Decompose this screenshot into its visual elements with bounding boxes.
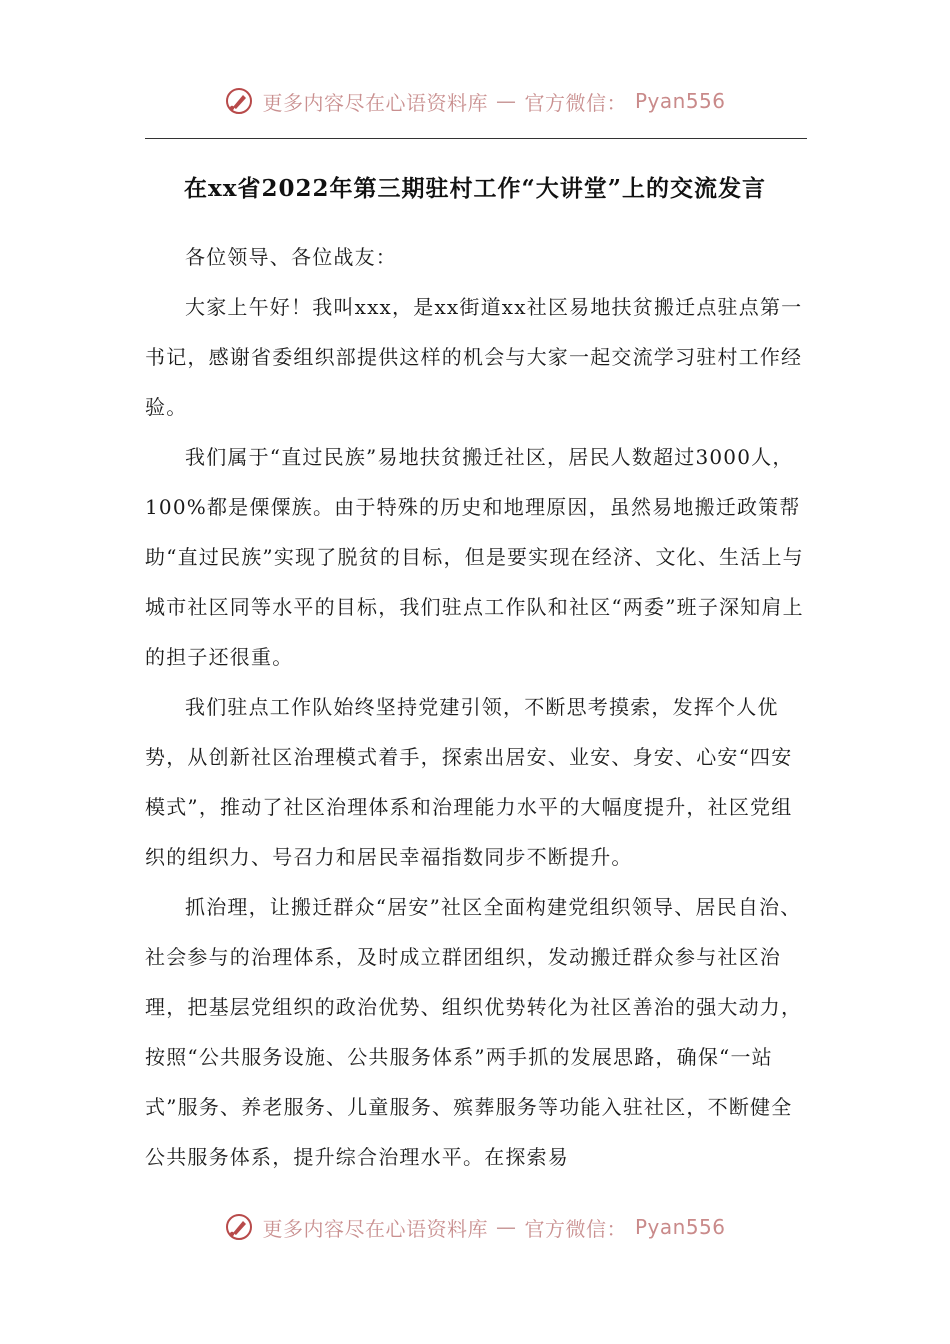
salutation: 各位领导、各位战友：: [185, 245, 397, 269]
paragraph-3: 我们驻点工作队始终坚持党建引领，不断思考摸索，发挥个人优势，从创新社区治理模式着手，探索出居安、业安、身安、心安“四安模式”，推动了社区治理体系和治理能力水平的大幅度提升，社区党组织的组织力、号召力和居民幸福指数同步不断提升。: [145, 695, 793, 869]
pen-nib-icon: [224, 86, 254, 116]
document-title: 在xx省2022年第三期驻村工作“大讲堂”上的交流发言: [184, 175, 766, 202]
footer-wechat-id: Pyan556: [634, 1215, 726, 1239]
document-body: [145, 232, 807, 1182]
header-banner: [0, 86, 950, 116]
paragraph-2: 我们属于“直过民族”易地扶贫搬迁社区，居民人数超过3000人，100%都是傈僳族。由于特殊的历史和地理原因，虽然易地搬迁政策帮助“直过民族”实现了脱贫的目标，但是要实现在经济、文化、生活上与城市社区同等水平的目标，我们驻点工作队和社区“两委”班子深知肩上的担子还很重。: [145, 445, 804, 669]
header-wechat-label: 官方微信：: [524, 90, 627, 115]
footer-separator: —: [495, 1215, 517, 1239]
pen-nib-icon: [224, 1212, 254, 1242]
paragraph-4: 抓治理，让搬迁群众“居安”社区全面构建党组织领导、居民自治、社会参与的治理体系，及时成立群团组织，发动搬迁群众参与社区治理，把基层党组织的政治优势、组织优势转化为社区善治的强大动力，按照“公共服务设施、公共服务体系”两手抓的发展思路，确保“一站式”服务、养老服务、儿童服务、殡葬服务等功能入驻社区，不断健全公共服务体系，提升综合治理水平。在探索易: [145, 895, 803, 1169]
header-divider: [145, 138, 807, 139]
header-banner-text: 更多内容尽在心语资料库: [262, 90, 488, 115]
footer-wechat-label: 官方微信：: [524, 1216, 627, 1241]
footer-banner-text: 更多内容尽在心语资料库: [262, 1216, 488, 1241]
header-wechat-id: Pyan556: [634, 89, 726, 113]
header-separator: —: [495, 89, 517, 113]
paragraph-1: 大家上午好！我叫xxx，是xx街道xx社区易地扶贫搬迁点驻点第一书记，感谢省委组织部提供这样的机会与大家一起交流学习驻村工作经验。: [145, 295, 803, 419]
footer-banner: [0, 1212, 950, 1242]
